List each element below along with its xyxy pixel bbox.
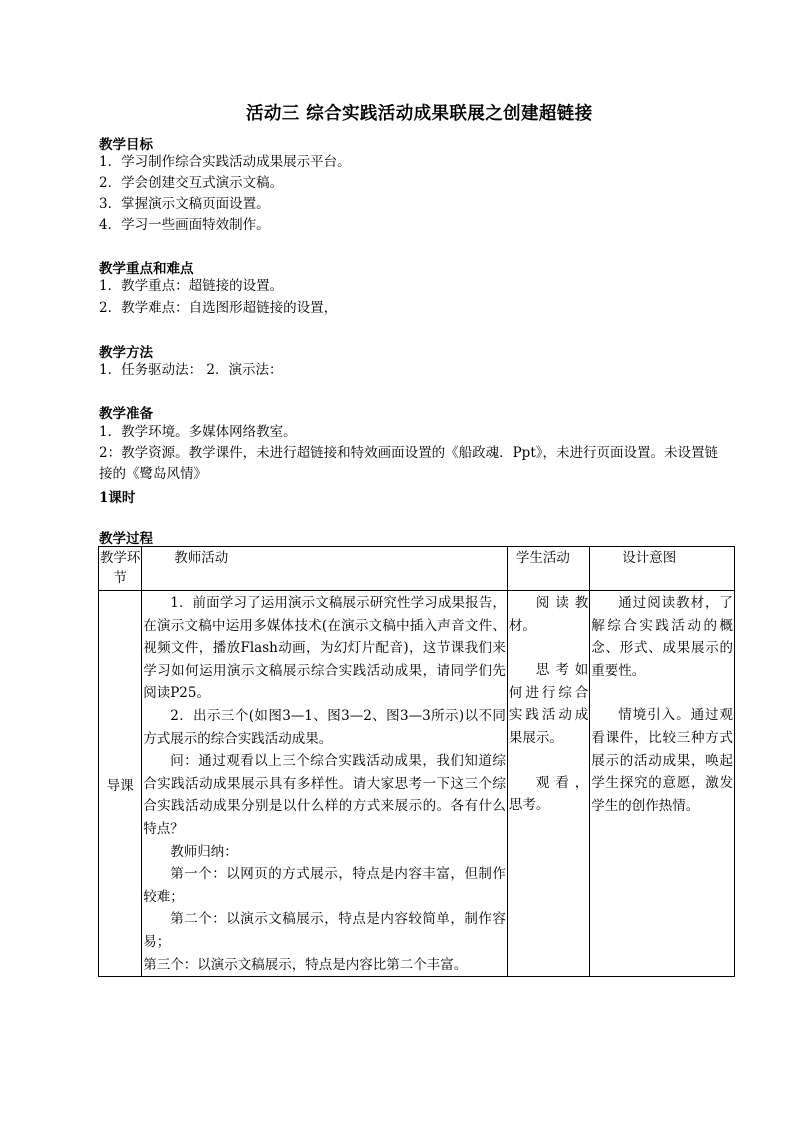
class-hours: 1课时	[99, 490, 136, 506]
teacher-paragraph: 问：通过观看以上三个综合实践活动成果，我们知道综合实践活动成果展示具有多样性。请大家思考一下这三个综合实践活动成果分别是以什么样的方式来展示的。各有什么特点？	[143, 753, 506, 837]
table-row	[99, 591, 735, 977]
spacer	[591, 682, 733, 704]
stage-cell: 导课	[99, 591, 142, 977]
prep-heading: 教学准备	[99, 406, 153, 422]
student-paragraph: 阅读教材。	[508, 595, 589, 634]
header-student: 学生活动	[507, 547, 589, 591]
prep-item: 1．教学环境。多媒体网络教室。	[99, 424, 297, 440]
teacher-paragraph: 教师归纳：	[170, 843, 238, 860]
design-cell	[590, 591, 735, 977]
teacher-paragraph: 第二个：以演示文稿展示，特点是内容较简单，制作容易；	[143, 911, 506, 950]
method-item: 1．任务驱动法： 2．演示法：	[99, 362, 283, 378]
student-cell	[507, 591, 589, 977]
document-title: 活动三 综合实践活动成果联展之创建超链接	[246, 104, 593, 124]
spacer	[509, 637, 588, 659]
teacher-paragraph: 1．前面学习了运用演示文稿展示研究性学习成果报告，在演示文稿中运用多媒体技术(在演示文稿中插入声音文件、视频文件，播放Flash动画，为幻灯片配音)，这节课我们来学习如何运用演示文稿展示综合实践活动成果，请同学们先阅读P25。	[143, 595, 506, 702]
process-heading: 教学过程	[99, 531, 153, 547]
methods-heading: 教学方法	[99, 345, 153, 361]
design-paragraph: 情境引入。通过观看课件，比较三种方式展示的活动成果，唤起学生探究的意愿，激发学生的创作热情。	[591, 707, 733, 814]
goal-item: 1．学习制作综合实践活动成果展示平台。	[99, 154, 351, 170]
student-paragraph: 思考如何进行综合实践活动成果展示。	[508, 662, 589, 746]
goal-item: 4．学习一些画面特效制作。	[99, 217, 270, 233]
goals-heading: 教学目标	[99, 137, 153, 153]
table-header-row	[99, 547, 735, 591]
teacher-paragraph: 第三个：以演示文稿展示，特点是内容比第二个丰富。	[143, 956, 468, 973]
student-paragraph: 观看，思考。	[508, 774, 589, 814]
keypoint-item: 2．教学难点：自选图形超链接的设置，	[99, 300, 338, 316]
goal-item: 2．学会创建交互式演示文稿。	[99, 175, 284, 191]
header-stage: 教学环节	[99, 547, 142, 591]
header-teacher: 教师活动	[142, 547, 508, 591]
prep-item: 2：教学资源。教学课件，未进行超链接和特效画面设置的《船政魂．Ppt》，未进行页面设置。未设置链接的《鹭岛风情》	[99, 445, 718, 482]
design-paragraph: 通过阅读教材，了解综合实践活动的概念、形式、成果展示的重要性。	[591, 595, 733, 679]
goal-item: 3．掌握演示文稿页面设置。	[99, 196, 270, 212]
process-table	[98, 546, 735, 977]
keypoints-heading: 教学重点和难点	[99, 261, 194, 277]
teacher-cell	[142, 591, 508, 977]
spacer	[509, 750, 588, 772]
header-design: 设计意图	[590, 547, 735, 591]
teacher-paragraph: 2．出示三个(如图3—1、图3—2、图3—3所示)以不同方式展示的综合实践活动成果。	[143, 707, 506, 747]
teacher-paragraph: 第一个：以网页的方式展示，特点是内容丰富，但制作较难；	[143, 866, 506, 905]
keypoint-item: 1．教学重点：超链接的设置。	[99, 278, 284, 294]
